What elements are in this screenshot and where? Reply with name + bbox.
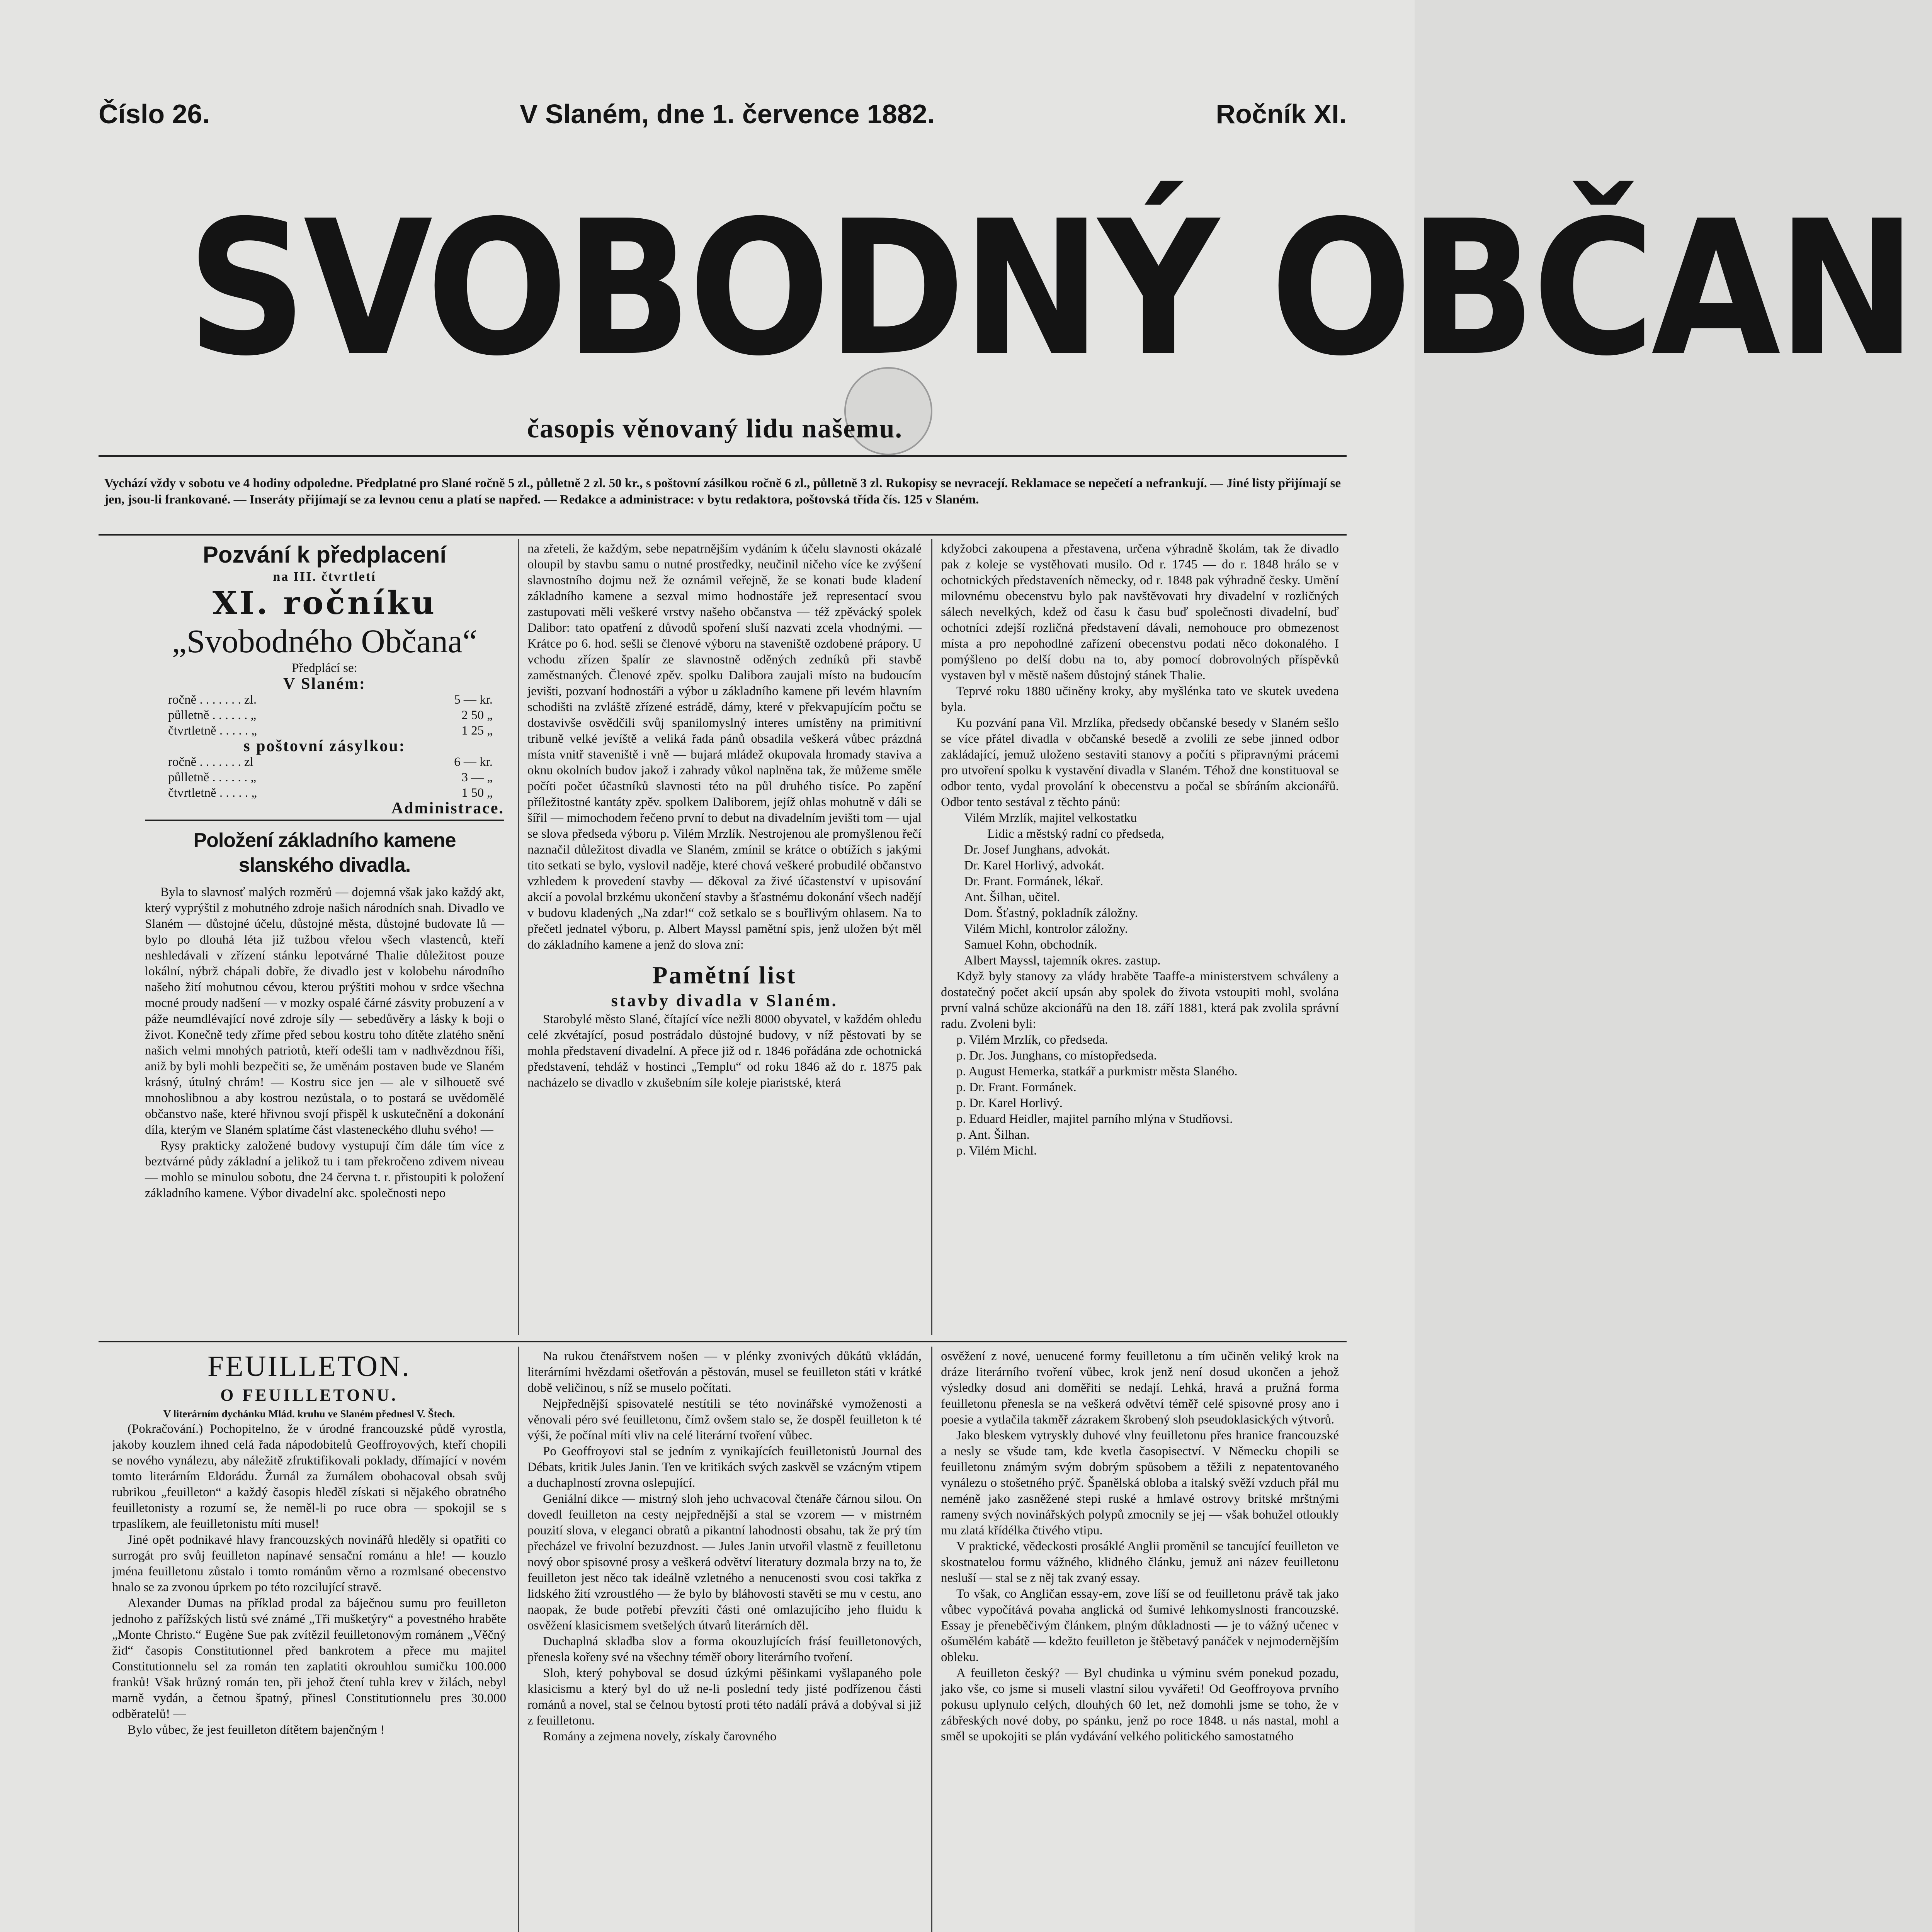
feuilleton-byline: V literárním dychánku Mlád. kruhu ve Slaném přednesl V. Štech. xyxy=(163,1408,455,1420)
article-title: Položení základního kamene slanského divadla. xyxy=(193,829,456,876)
header-line xyxy=(99,99,1347,141)
price-value: 5 — kr. xyxy=(454,693,493,707)
board-member: p. Eduard Heidler, majitel parního mlýna v Studňovsi. xyxy=(956,1112,1233,1126)
price-postal-3 xyxy=(145,785,504,801)
board-member: p. Ant. Šilhan. xyxy=(956,1128,1030,1142)
feuilleton-column-3 xyxy=(941,1349,1339,1932)
article-paragraph: Rysy prakticky založené budovy vystupují čím dále tím více z beztvárné půdy základní a jelikož tu i tam překročeno zdivem niveau — mohlo se minulou sobotu, dne 24 června t. r. přistoupiti k položení základního kamene. Výbor divadelní akc. společnosti nepo xyxy=(145,1139,504,1200)
masthead-title-text: SVOBODNÝ OBČAN xyxy=(187,181,1913,397)
subscription-signature: Administrace. xyxy=(145,801,504,821)
feuilleton-paragraph: V praktické, vědeckosti prosáklé Anglii proměnil se tancující feuilleton ve skostnatelou formu vážného, klidného článku, jemuž ani název feuilletonu nesluší — stal se z něj tak zvaný essay. xyxy=(941,1539,1339,1585)
article-paragraph: na zřeteli, že každým, sebe nepatrnějším vydáním k účelu slavnosti okázalé oloupil by stavbu samu o nutné prostředky, neučinil ničeho více ke zvýšení slavnostního dojmu než že oznámil veřejně, že se konati bude kladení základního kamene a sezval mimo hodnostáře jež representací svou zastupovati měli veškeré vrstvy našeho občanstva — též zpěvácký spolek Dalibor: tato opatření z důvodů spoření sluší nazvati zcela vhodnými. — Krátce po 6. hod. sešli se členové výboru na staveniště ozdobené prápory. U vchodu zřízen špalír ze slavnostně oděných zedníků při stavbě zaměstnaných. Členové zpěv. spolku Dalibora zaujali místo na budoucím jevišti, pozvaní hodnostáři a výbor u základního kamene při levém hlavním schodišti na zvláště zřízené estrádě, dámy, které v překvapujícím počtu se dostavivše osvědčili svůj spanilomyslný interes umístěny na primitivní tribuně velké jevíště a veliká řada pánů obsadila veškerá vůbec prázdná místa vnitř staveniště i vně — bujará mládež okupovala hromady staviva a oknu okolních budov jakož i zahrady vůkol naplněna tak, že můžeme směle počíti počet účastníků slavnosti této na půl druhého tisíce. Po zapění příležitostné kantáty zpěv. spolkem Daliborem, jejíž ohlas mohutně v dáli se šířil — mimochodem řečeno první to debut na divadelním jevišti tom — ujal se slova předseda výboru p. Vilém Mrzlík. Nestrojenou ale promyšlenou řečí naznačil důležitost divadla ve Slaném, zmínil se krátce o obtížích s jakými tito setkati se bylo, vyslovil naděje, které chová veškeré probudilé občanstvo vzhledem k provedení stavby — děkoval za živé účastenství v upisování akcií a povolal brzkému ukončení stavby a šťastnému dokonání všech nadějí v budovu kladených „Na zdar!“ což setkalo se s bouřlivým ohlasem. Na to přečetl jednatel výboru, p. Albert Mayssl pamětní spis, jenž uložen být měl do základního kamene a jenž do slova zní: xyxy=(527,542,922,952)
subscription-paper: „Svobodného Občana“ xyxy=(172,622,478,660)
subscription-heading: Pozvání k předplacení xyxy=(202,542,447,568)
price-value: 1 50 „ xyxy=(461,786,493,800)
price-label: ročně . . . . . . . zl. xyxy=(168,693,257,707)
subscription-place: V Slaném: xyxy=(283,675,366,693)
feuilleton-subtitle: O FEUILLETONU. xyxy=(220,1386,398,1405)
column-divider-3 xyxy=(518,1347,519,1932)
price-postal-1 xyxy=(145,754,504,770)
volume-number: Ročník XI. xyxy=(1216,99,1347,129)
rule-top xyxy=(99,455,1347,457)
board-list xyxy=(941,1032,1339,1159)
article-paragraph: kdyžobci zakoupena a přestavena, určena výhradně školám, tak že divadlo pak z koleje se vystěhovati musilo. Od r. 1745 — do r. 1848 hrálo se v ochotnických představeních německy, od r. 1848 pak výhradně česky. Umění milovnému obecenstvu bylo pak navštěvovati hry divadelní v rozličných sálech nevelkých, kdež od času k času buď společnosti divadelní, buď ochotníci zdejší rozličná představení dávali, nemohouce pro obmezenost místa a pro nepohodlné zařízení obecenstvu podati něco dokonalého. I pomýšleno po delší dobu na to, aby pomocí dobrovolných příspěvků vystaven byl v městě našem důstojný stánek Thalie. xyxy=(941,542,1339,682)
board-member: p. Vilém Michl. xyxy=(956,1144,1037,1158)
committee-member: Vilém Mrzlík, majitel velkostatku xyxy=(964,811,1137,825)
price-value: 1 25 „ xyxy=(461,724,493,738)
board-member: p. Dr. Karel Horlivý. xyxy=(956,1096,1063,1110)
feuilleton-paragraph: Po Geoffroyovi stal se jedním z vynikajících feuilletonistů Journal des Débats, kritik Jules Janin. Ten ve kritikách svých zaskvěl se vzácným vtipem a duchaplností zrovna oslepující. xyxy=(527,1444,922,1490)
column-divider-1 xyxy=(518,539,519,1335)
price-value: 2 50 „ xyxy=(461,708,493,722)
committee-member: Dom. Šťastný, pokladník záložny. xyxy=(964,906,1138,920)
committee-list xyxy=(941,810,1339,969)
committee-member: Dr. Josef Junghans, advokát. xyxy=(964,843,1110,857)
column-1-upper xyxy=(145,541,504,1333)
price-label: ročně . . . . . . . zl xyxy=(168,755,253,769)
board-member: p. August Hemerka, statkář a purkmistr města Slaného. xyxy=(956,1065,1238,1078)
article-paragraph: Ku pozvání pana Vil. Mrzlíka, předsedy občanské besedy v Slaném sešlo se více přátel divadla v občanské besedě a zvolili ze sebe jinned odbor zakládající, jemuž uloženo sestaviti stanovy a počíti s připravnými prácemi pro utvoření spolku k vystavění divadla v Slaném. Téhož dne konstituoval se odbor tento, vydal provolání k obecenstvu a počal se sbíráním akcionářů. Odbor tento sestával z těchto pánů: xyxy=(941,716,1339,809)
board-member: p. Dr. Frant. Formánek. xyxy=(956,1080,1077,1094)
column-divider-2 xyxy=(931,539,932,1335)
price-local-3 xyxy=(145,723,504,738)
committee-member: Lidic a městský radní co předseda, xyxy=(987,827,1165,841)
committee-member: Ant. Šilhan, učitel. xyxy=(964,890,1060,904)
memorial-text: Starobylé město Slané, čítající více nežli 8000 obyvatel, v každém ohledu celé zkvétající, posud postrádalo důstojné budovy, v níž pěstovati by se mohla představení divadelní. A přece již od r. 1846 pořádána zde ochotnická představení, tehdáž v hostinci „Templu“ od roku 1846 až do r. 1875 pak nacházelo se divadlo v zkušebním síle koleje piaristské, která xyxy=(527,1012,922,1090)
article-paragraph: Když byly stanovy za vlády hraběte Taaffe-a ministerstvem schváleny a dostatečný počet akcií upsán aby spolek do života vstoupiti mohl, svolána první valná schůze akcionářů na den 18. září 1881, která pak zvolila správní radu. Zvoleni byli: xyxy=(941,969,1339,1031)
price-local-1 xyxy=(145,692,504,707)
feuilleton-paragraph: osvěžení z nové, uenucené formy feuilletonu a tím učiněn veliký krok na dráze literárního tvoření vůbec, krok jenž není dosud ukončen a jehož výsledky dosud ani doměřiti se nedají. Lehká, hravá a pružná forma feuilletonu přenesla se na veškerá odvětví téměř celé spisovné prosy ano i poesie a vytlačila takměř zázrakem škrobený sloh pseudoklasických výtvorů. xyxy=(941,1349,1339,1427)
column-2-upper xyxy=(527,541,922,1333)
publication-info: Vychází vždy v sobotu ve 4 hodiny odpoledne. Předplatné pro Slané ročně 5 zl., půlletně 2 zl. 50 kr., s poštovní zásilkou ročně 6 zl., půlletně 3 zl. Rukopisy se nevracejí. Reklamace se nepečetí a nefrankují. — Jiné listy přijímají se jen, jsou-li frankované. — Inseráty přijímají se za levnou cenu a platí se napřed. — Redakce a administrace: v bytu redaktora, poštovská třída čís. 125 v Slaném. xyxy=(104,476,1341,507)
feuilleton-paragraph: A feuilleton český? — Byl chudinka u výminu svém ponekud pozadu, jako vše, co jsme si museli vlastní silou vyvářeti! Od Geoffroyova prvního pokusu uplynulo celých, dlouhých 60 let, než domohli jsme se toho, že v zábřeských nové doby, po spánku, jenž po roce 1848. u nás nastal, mohl a směl se upokojiti se plán vydávání velkého politického samostatného xyxy=(941,1666,1339,1743)
column-divider-4 xyxy=(931,1347,932,1932)
subscription-subheading: na III. čtvrtletí xyxy=(273,570,376,584)
committee-member: Dr. Karel Horlivý, advokát. xyxy=(964,859,1104,872)
memorial-title: Pamětní list xyxy=(652,961,797,989)
board-member: p. Vilém Mrzlík, co předseda. xyxy=(956,1033,1108,1047)
price-label: půlletně . . . . . . „ xyxy=(168,708,257,722)
feuilleton-title: FEUILLETON. xyxy=(207,1350,411,1383)
price-value: 3 — „ xyxy=(461,770,493,784)
feuilleton-paragraph: (Pokračování.) Pochopitelno, že v úrodné francouzské půdě vyrostla, jakoby kouzlem ihned celá řada nápodobitelů Geoffroyových, kteří chopili se nového vynálezu, aby náležitě zfruktifikovali poklady, dřímající v novém tomto literárním Eldorádu. Žurnál za žurnálem obohacoval obsah svůj rubrikou „feuilleton“ a každý časopis hleděl získati si nějakého obratného feuilletonisty a rozumí se, že neměl-li po ruce obra — spokojil se s trpaslíkem, ale feuilletonistu míti musel! xyxy=(112,1422,506,1531)
feuilleton-paragraph: Jiné opět podnikavé hlavy francouzských novinářů hleděly si opatřiti co surrogát pro svůj feuilleton napínavé sensační románu a hle! — kouzlo jména feuilletonu zůstalo i tomto románům věrno a rozmlsané obecenstvo hnalo se za zvonou úprkem po této rozcilující stravě. xyxy=(112,1533,506,1594)
feuilleton-paragraph: Geniální dikce — mistrný sloh jeho uchvacoval čtenáře čárnou silou. On dovedl feuilleton na cesty nejpřednější a stal se vzorem — v mistrném pouzití slova, v eleganci obratů a pikantní lahodnosti obsahu, tak že prý tím přecházel ve frivolní bezuzdnost. — Jules Janin utvořil vlastně z feuilletonu nový obor spisovné prosy a veškerá odvětví literatury dozmala brzy na to, že feuilleton jest něco tak ideálně vzletného a nenucenosti svou cosi takřka z lidského žití vzroustlého — že bylo by bláhovosti stavěti se mu v cestu, ano naopak, že bude potřebí převzíti části oné omlazujícího jeho fluidu k osvěžení klasicismem svetšelých útvarů literárních děl. xyxy=(527,1492,922,1633)
place-date: V Slaném, dne 1. července 1882. xyxy=(520,99,935,129)
price-label: půlletně . . . . . . „ xyxy=(168,770,257,784)
feuilleton-paragraph: Na rukou čtenářstvem nošen — v plénky zvonivých důkátů vkládán, literárními hvězdami ošetřován a pěstován, musel se feuilleton státi v krátké době veličinou, s níž se muselo počítati. xyxy=(527,1349,922,1395)
feuilleton-paragraph: Sloh, který pohyboval se dosud úzkými pěšinkami vyšlapaného pole klasicismu a který byl do už ne-li poslední tedy jisté podřízenou části románů a novel, stal se čelnou bytostí proti této nadálí prává a dobýval si již z feuilletonu. xyxy=(527,1666,922,1728)
price-postal-2 xyxy=(145,770,504,785)
subscription-volume: XI. ročníku xyxy=(212,585,437,622)
article-paragraph: Teprvé roku 1880 učiněny kroky, aby myšlénka tato ve skutek uvedena byla. xyxy=(941,684,1339,714)
memorial-subtitle: stavby divadla v Slaném. xyxy=(611,991,838,1010)
committee-member: Vilém Michl, kontrolor záložny. xyxy=(964,922,1128,936)
committee-member: Albert Mayssl, tajemník okres. zastup. xyxy=(964,954,1161,968)
feuilleton-paragraph: Jako bleskem vytryskly duhové vlny feuilletonu přes hranice francouzské a nesly se všude tam, kde kvetla časopisectví. V Německu chopili se feuilletonu známým svým dobrým spůsobem a těžili z nepatentovaného vynálezu o stošetného prýč. Španělská obloba a italský svěží vzduch přál mu neméně jako zasněžené stepi ruské a hmlavé ostrovy britské mrštnými rameny svých novinářských polypů zmocnily se jej — však bohužel otloukly mu zlatá křídélka čtivého vtipu. xyxy=(941,1429,1339,1537)
price-label: čtvrtletně . . . . . „ xyxy=(168,724,257,738)
feuilleton-paragraph: To však, co Angličan essay-em, zove líší se od feuilletonu právě tak jako vůbec vypočítává povaha anglická od šumivé lehkomyslnosti francouzské. Essay je přeneběčivým článkem, plným důkladnosti — je to vážný učenec v ošumělém kabátě — kdežto feuilleton je štěbetavý panáček v nejmodernějším obleku. xyxy=(941,1587,1339,1664)
price-label: čtvrtletně . . . . . „ xyxy=(168,786,257,800)
feuilleton-column-1 xyxy=(112,1349,506,1932)
feuilleton-paragraph: Alexander Dumas na příklad prodal za báječnou sumu pro feuilleton jednoho z pařížských listů své známé „Tři mušketýry“ a povestného hraběte „Monte Christo.“ Eugène Sue pak zvítězil feuilletonovým románem „Věčný žid“ časopis Constitutionnel před bankrotem a přece mu majitel Constitutionnelu sel za román ten zaplatiti okrouhlou sumičku 100.000 franků! Však hrůzný román ten, při jehož čtení tuhla krev v žilách, nebyl marně vydán, a četnou špatný, přinesl Constitutionnelu pres 30.000 odběratelů! — xyxy=(112,1596,506,1721)
rule-info xyxy=(99,534,1347,536)
article-paragraph: Byla to slavnosť malých rozměrů — dojemná však jako každý akt, který vyprýštil z mohutného zdroje našich národních snah. Divadlo ve Slaném — důstojné účelu, důstojné města, důstojné budovate lů — bylo po dlouhá léta již tužbou vřelou všech vlastenců, kteří neshledávali v zřízení stánku lepotvárné Thalie důležitost pouze lokální, nýbrž chápali dobře, že divadlo jest v kolobehu národního našeho žití mohutnou cévou, kterou prýštiti mohou v srdce všechna mocné proudy nadšení — v mozky ospalé čárné zásvity probuzení a v páže neumdlévající nové zdroje síly — sebedůvěry a lásky k boji o život. Konečně tedy zříme před sebou kostru toho dítěte zlatého snění našich velmi mnohých patriotů, kteří odešli tam v nadhvězdnou říši, aniž by byli mohli bezpečiti se, že uměnám postaven bude ve Slaném krásný, útulný chrám! — Kostru sice jen — ale v silhouetě své mnohoslibnou a aby kostrou nezůstala, o to postará se uvědomělé občanstvo naše, které hřivnou svojí přispěl k uskutečnění a dokonání díla, kterým ve Slaném splatíme část vlasteneckého dluhu svého! — xyxy=(145,885,504,1137)
subscription-intro: Předplácí se: xyxy=(292,661,357,675)
committee-member: Samuel Kohn, obchodník. xyxy=(964,938,1097,952)
board-member: p. Dr. Jos. Junghans, co místopředseda. xyxy=(956,1049,1157,1063)
feuilleton-paragraph: Romány a zejmena novely, získaly čarovného xyxy=(543,1730,777,1743)
price-local-2 xyxy=(145,707,504,723)
committee-member: Dr. Frant. Formánek, lékař. xyxy=(964,874,1104,888)
feuilleton-column-2 xyxy=(527,1349,922,1932)
masthead-title xyxy=(91,153,1913,425)
masthead-subtitle: časopis věnovaný lidu našemu. xyxy=(527,414,903,444)
feuilleton-paragraph: Nejpřednější spisovatelé nestítili se této novinářské vymoženosti a věnovali péro své feuilletonu, čímž ovšem stalo se, že dospěl feuilleton k té výši, že počínal míti vliv na celé literární tvoření vůbec. xyxy=(527,1397,922,1442)
feuilleton-paragraph: Bylo vůbec, že jest feuilleton dítětem bajenčným ! xyxy=(128,1723,385,1737)
column-3-upper xyxy=(941,541,1339,1333)
rule-feuilleton xyxy=(99,1341,1347,1342)
price-value: 6 — kr. xyxy=(454,755,493,769)
issue-number: Číslo 26. xyxy=(99,99,210,129)
feuilleton-paragraph: Duchaplná skladba slov a forma okouzlujících frásí feuilletonových, přenesla kořeny své na všechny téměř obory literárního tvoření. xyxy=(527,1634,922,1664)
subscription-postal-heading: s poštovní zásylkou: xyxy=(243,737,406,755)
